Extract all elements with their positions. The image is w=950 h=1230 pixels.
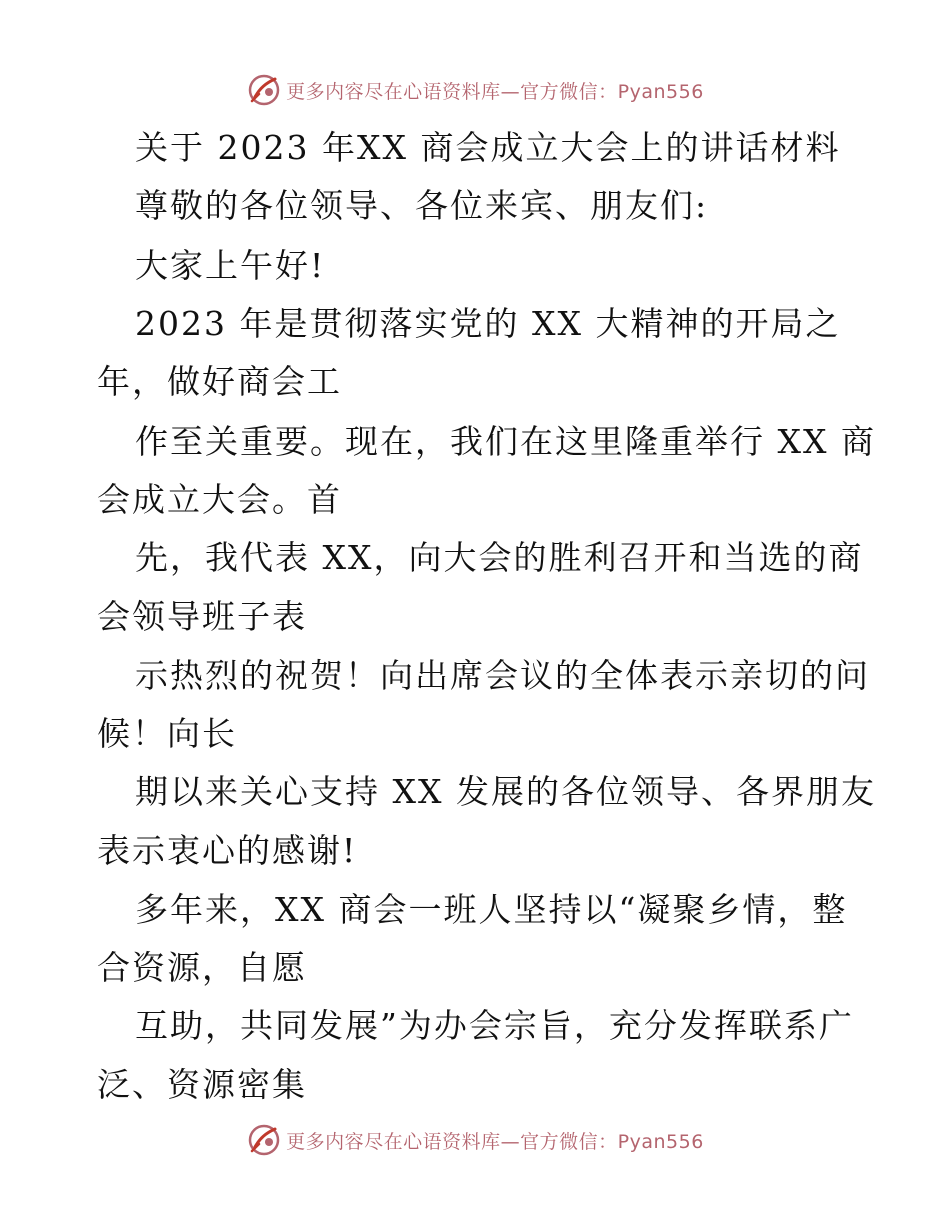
salutation: 尊敬的各位领导、各位来宾、朋友们:: [135, 186, 709, 225]
paragraph-line: 示热烈的祝贺！向出席会议的全体表示亲切的问: [135, 656, 870, 695]
ink-brush-logo-icon: [246, 72, 282, 108]
paragraph-line: 合资源，自愿: [97, 948, 307, 987]
paragraph-line: 2023 年是贯彻落实党的 XX 大精神的开局之: [135, 304, 841, 343]
paragraph-line: 多年来，XX 商会一班人坚持以“凝聚乡情，整: [135, 890, 848, 929]
paragraph-line: 作至关重要。现在，我们在这里隆重举行 XX 商: [135, 422, 876, 461]
paragraph-line: 期以来关心支持 XX 发展的各位领导、各界朋友: [135, 772, 876, 811]
paragraph-line: 表示衷心的感谢!: [97, 831, 358, 870]
paragraph-line: 互助，共同发展”为办会宗旨，充分发挥联系广: [135, 1006, 854, 1045]
paragraph-line: 会领导班子表: [97, 597, 307, 636]
paragraph-line: 候！向长: [97, 714, 237, 753]
paragraph-line: 泛、资源密集: [97, 1065, 307, 1104]
watermark-text: 更多内容尽在心语资料库—官方微信：Pyan556: [286, 1130, 704, 1153]
paragraph-line: 年，做好商会工: [97, 362, 342, 401]
paragraph-line: 先，我代表 XX，向大会的胜利召开和当选的商: [135, 538, 864, 577]
watermark-text: 更多内容尽在心语资料库—官方微信：Pyan556: [286, 80, 704, 103]
paragraph-line: 会成立大会。首: [97, 480, 342, 519]
greeting: 大家上午好!: [135, 246, 326, 285]
watermark-header: [0, 70, 950, 110]
document-title: 关于 2023 年XX 商会成立大会上的讲话材料: [135, 128, 841, 167]
watermark-footer: [0, 1120, 950, 1160]
ink-brush-logo-icon: [246, 1122, 282, 1158]
